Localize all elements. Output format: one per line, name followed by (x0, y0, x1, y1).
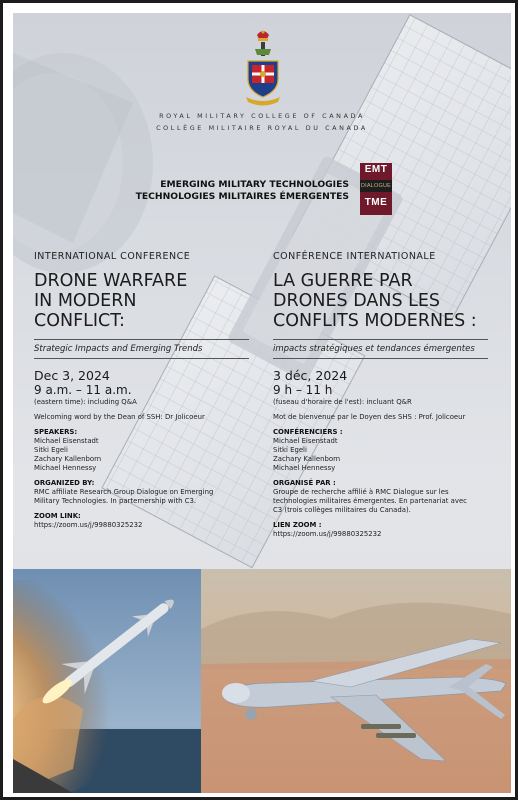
photo-strip (13, 569, 511, 793)
missile-launch-photo (13, 569, 201, 793)
subtitle-fr: impacts stratégiques et tendances émergentes (273, 344, 475, 354)
speakers-label-fr: CONFÉRENCIERS : (273, 428, 343, 436)
institution-name-fr: COLLÈGE MILITAIRE ROYAL DU CANADA (156, 124, 368, 132)
welcome-fr: Mot de bienvenue par le Doyen des SHS : Prof. Jolicoeur (273, 413, 466, 421)
title-en (34, 271, 249, 331)
organized-line: C3 (trois collèges militaires du Canada). (273, 506, 411, 514)
date-fr: 3 déc, 2024 (273, 368, 348, 383)
date-en: Dec 3, 2024 (34, 368, 110, 383)
title-en-line: IN MODERN (34, 291, 137, 311)
kicker-fr: CONFÉRENCE INTERNATIONALE (273, 251, 436, 262)
speaker-name: Michael Eisenstadt (273, 437, 338, 445)
emt-dialogue-logo (360, 163, 392, 215)
speaker-name: Michael Eisenstadt (34, 437, 99, 445)
organized-line: technologies militaires émergentes. En partenariat avec (273, 497, 467, 505)
organized-line: RMC affiliate Research Group Dialogue on Emerging (34, 488, 214, 496)
speaker-name: Sitki Egeli (273, 446, 307, 454)
french-column (273, 251, 488, 539)
divider (273, 358, 488, 359)
zoom-label-fr: LIEN ZOOM : (273, 521, 322, 529)
divider (34, 358, 249, 359)
organized-line: Military Technologies. In parternership with C3. (34, 497, 197, 505)
speakers-label-en: SPEAKERS: (34, 428, 78, 436)
time-fr: 9 h – 11 h (273, 383, 333, 397)
organized-line: Groupe de recherche affilié à RMC Dialogue sur les (273, 488, 449, 496)
title-fr (273, 271, 488, 331)
zoom-label-en: ZOOM LINK: (34, 512, 81, 520)
kicker-en: INTERNATIONAL CONFERENCE (34, 251, 191, 262)
title-en-line: DRONE WARFARE (34, 271, 188, 291)
title-en-line: CONFLICT: (34, 311, 125, 331)
logo-tme-text: TME (364, 197, 388, 208)
welcome-en: Welcoming word by the Dean of SSH: Dr Jolicoeur (34, 413, 205, 421)
institution-name-en: ROYAL MILITARY COLLEGE OF CANADA (159, 112, 365, 120)
time-note-fr: (fuseau d'horaire de l'est): incluant Q&R (273, 398, 412, 406)
zoom-link-fr[interactable]: https://zoom.us/j/99880325232 (273, 530, 382, 538)
title-fr-line: LA GUERRE PAR (273, 271, 413, 291)
organized-label-en: ORGANIZED BY: (34, 479, 95, 487)
title-fr-line: DRONES DANS LES (273, 291, 441, 311)
speaker-name: Michael Hennessy (34, 464, 97, 472)
zoom-link-en[interactable]: https://zoom.us/j/99880325232 (34, 521, 143, 529)
logo-dialogue-text: DIALOGUE (360, 180, 392, 192)
poster (13, 13, 511, 793)
speaker-name: Zachary Kallenborn (34, 455, 102, 463)
subtitle-en: Strategic Impacts and Emerging Trends (34, 344, 203, 354)
speaker-name: Zachary Kallenborn (273, 455, 341, 463)
time-note-en: (eastern time): including Q&A (34, 398, 137, 406)
drone-desert-photo (201, 569, 511, 793)
logo-emt-text: EMT (364, 164, 388, 175)
speaker-name: Sitki Egeli (34, 446, 68, 454)
time-en: 9 a.m. – 11 a.m. (34, 383, 132, 397)
speaker-name: Michael Hennessy (273, 464, 336, 472)
rmc-crest-icon (242, 27, 284, 109)
program-name-fr: TECHNOLOGIES MILITAIRES ÉMERGENTES (135, 191, 349, 202)
organized-label-fr: ORGANISÉ PAR : (273, 479, 336, 487)
program-name-en: EMERGING MILITARY TECHNOLOGIES (160, 179, 349, 190)
english-column (34, 251, 249, 530)
title-fr-line: CONFLITS MODERNES : (273, 311, 477, 331)
